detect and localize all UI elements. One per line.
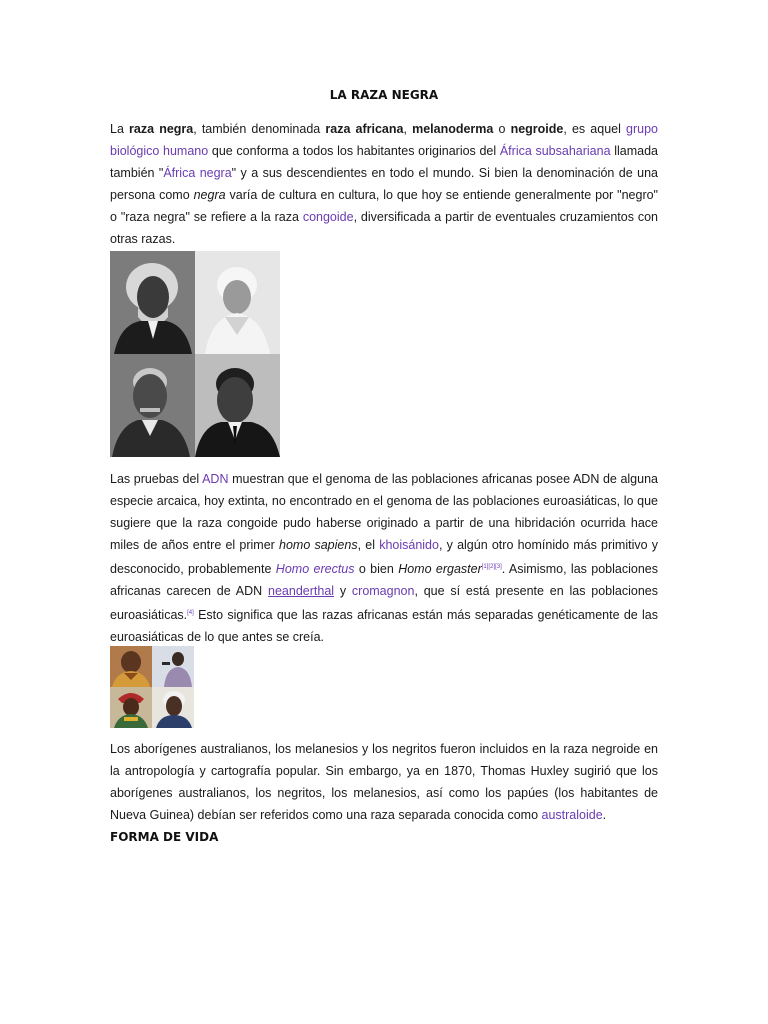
bold-term: negroide	[510, 122, 564, 136]
bold-term: melanoderma	[412, 122, 494, 136]
text: , que sí está presente en las poblaciones euroasiáticas.	[110, 584, 658, 623]
text: Esto significa que las razas africanas están más separadas genéticamente de las euroasiáticas de lo que antes se creía.	[110, 608, 658, 645]
italic-term: Homo ergaster	[398, 562, 482, 577]
text: Los aborígenes australianos, los melanesios y los negritos fueron incluidos en la raza negroide en la antropología y cartografía popular. Sin embargo, ya en 1870, Thomas Huxley sugirió que los aborígenes australianos, los negritos, los melanesios, así como los papúes (los habitantes de Nueva Guinea) debían ser referidos como una raza separada conocida como	[110, 742, 658, 822]
text: . Asimismo, las poblaciones africanas carecen de ADN	[110, 562, 658, 599]
text: que conforma a todos los habitantes originarios del	[208, 144, 500, 158]
photo-thumbnail	[152, 687, 194, 728]
text: o	[493, 122, 511, 136]
italic-term: negra	[193, 188, 226, 202]
portrait-photo	[110, 354, 195, 457]
portrait-photo	[110, 251, 195, 354]
section-heading: FORMA DE VIDA	[110, 830, 219, 844]
citation-link[interactable]: [1][2][3]	[481, 564, 502, 570]
text: , el	[357, 538, 380, 552]
photo-thumbnail	[152, 646, 194, 687]
text: varía de cultura en cultura, lo que hoy se entiende generalmente por "negro" o "raza negra" se refiere a la raza	[110, 188, 658, 224]
text: Las pruebas del	[110, 472, 203, 486]
paragraph-australoide	[110, 738, 658, 826]
photo-thumbnail	[110, 687, 152, 728]
portrait-photo	[195, 251, 280, 354]
bold-term: raza negra	[129, 122, 194, 136]
text: La	[110, 122, 130, 136]
text: , diversificada a partir de eventuales cruzamientos con otras razas.	[110, 210, 659, 246]
text: o bien	[354, 562, 399, 577]
paragraph-intro	[110, 118, 658, 250]
text: y	[334, 584, 352, 599]
portrait-photo	[195, 354, 280, 457]
portrait-collage	[110, 251, 280, 457]
link-congoide[interactable]: congoide	[302, 210, 354, 224]
text: , es aquel	[563, 122, 627, 136]
text: .	[602, 808, 607, 822]
text: llamada también "	[110, 144, 659, 180]
link-homo-erectus[interactable]: Homo erectus	[275, 562, 355, 577]
link-africa-negra[interactable]: África negra	[163, 166, 232, 180]
text: , y algún otro homínido más primitivo y desconocido, probablemente	[110, 538, 659, 577]
link-adn[interactable]: ADN	[202, 472, 229, 486]
link-khoisanido[interactable]: khoisánido	[379, 538, 439, 552]
small-photo-collage	[110, 646, 194, 728]
paragraph-adn	[110, 468, 658, 648]
link-africa-subsahariana[interactable]: África subsahariana	[499, 144, 611, 158]
italic-term: homo sapiens	[279, 538, 358, 552]
text: muestran que el genoma de las poblaciones africanas posee ADN de alguna especie arcaica, hoy extinta, no encontrado en el genoma de las poblaciones euroasiáticas, lo que sugiere que la raza congoide pudo haberse originado a partir de una hibridación ocurrida hace miles de años entre el primer	[110, 472, 658, 552]
link-cromagnon[interactable]: cromagnon	[351, 584, 415, 599]
bold-term: raza africana	[325, 122, 404, 136]
document-title: LA RAZA NEGRA	[329, 88, 439, 102]
text: ,	[403, 122, 413, 136]
link-grupo-biologico[interactable]: grupo biológico humano	[110, 122, 659, 158]
link-australoide[interactable]: australoide	[541, 808, 603, 822]
link-neanderthal[interactable]: neanderthal	[268, 584, 335, 599]
text: " y a sus descendientes en todo el mundo. Si bien la denominación de una persona como	[110, 166, 658, 202]
citation-link[interactable]: [4]	[187, 610, 194, 617]
text: , también denominada	[193, 122, 326, 136]
photo-thumbnail	[110, 646, 152, 687]
